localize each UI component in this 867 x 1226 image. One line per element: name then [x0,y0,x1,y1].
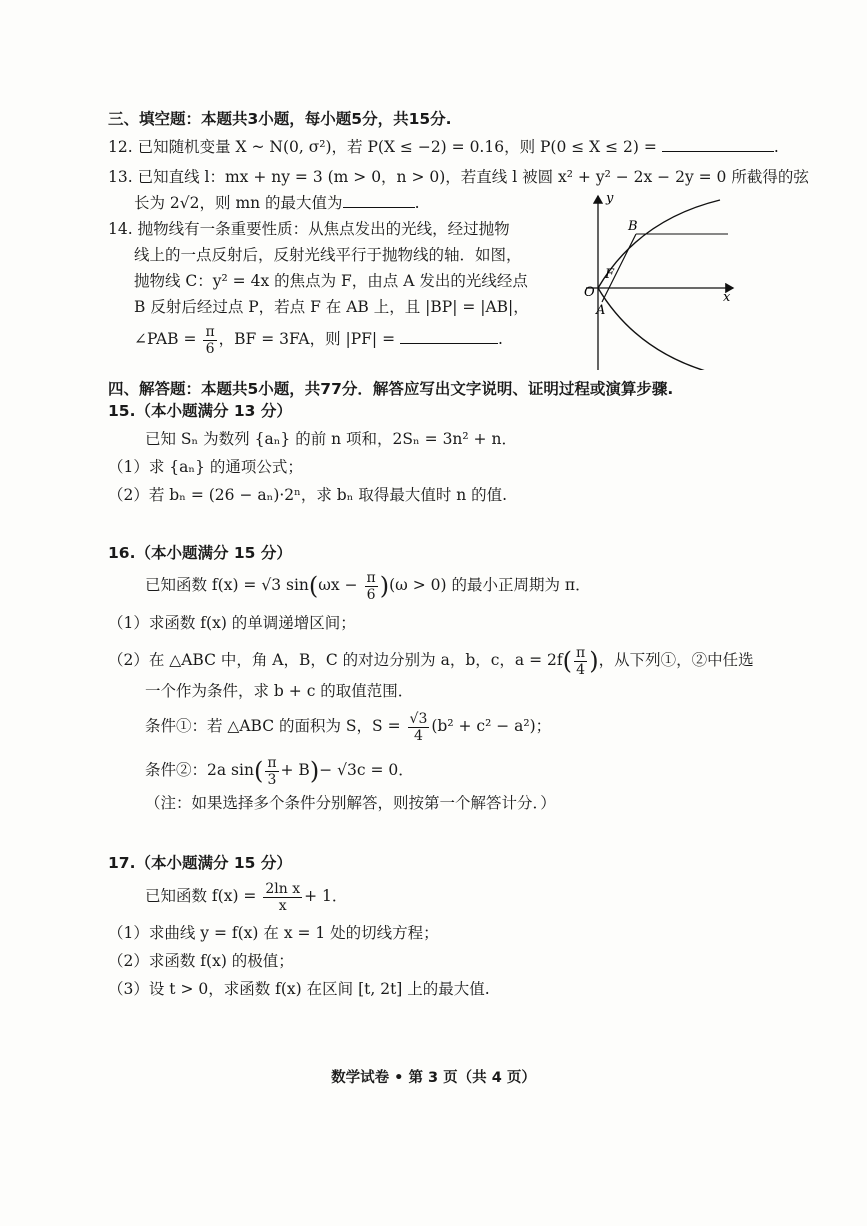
q16-part1: （1）求函数 f(x) 的单调递增区间； [108,614,356,632]
parabola-curve [598,200,720,370]
q17-part2: （2）求函数 f(x) 的极值； [108,952,294,970]
q14-line4: B 反射后经过点 P，若点 F 在 AB 上，且 |BP| = |AB|， [134,298,529,316]
q16-pi-over-4: $\frac{\pi}{4}$ [576,644,586,678]
q15-part2: （2）若 bₙ = (26 − aₙ)·2ⁿ，求 bₙ 取得最大值时 n 的值. [108,486,508,504]
q13-line2-text: 长为 2√2，则 mn 的最大值为 [134,194,343,212]
q17-title: 17.（本小题满分 15 分） [108,854,292,872]
q13-answer-blank[interactable] [343,193,415,208]
q16-sqrt3-over-4: $\frac{√3}{4}$ [409,710,428,744]
q15-title: 15.（本小题满分 13 分） [108,402,292,420]
q16-condition1: 条件①：若 △ABC 的面积为 S，S = $\frac{√3}{4}$ (b² + c² − a²)； [145,710,552,744]
q16-pi-over-3: $\frac{\pi}{3}$ [267,754,277,788]
q12-text: 12. 已知随机变量 X ~ N(0, σ²)，若 P(X ≤ −2) = 0.16，则 P(0 ≤ X ≤ 2) = [108,138,662,156]
q17-part1: （1）求曲线 y = f(x) 在 x = 1 处的切线方程； [108,924,439,942]
q14-end: . [498,330,503,348]
q16-part2-line2: 一个作为条件，求 b + c 的取值范围． [145,682,414,700]
parabola-figure [578,190,738,370]
q14-pi-over-6: $\frac{\pi}{6}$ [205,323,215,357]
q14-line5 [134,320,503,358]
q12 [108,136,779,158]
q14-answer-blank[interactable] [400,329,498,344]
label-b: B [628,219,638,234]
q14-rest: ，BF = 3FA，则 |PF| = [218,330,396,348]
q17-given: 已知函数 f(x) = $\frac{\text{2ln x}}{x}$ + 1． [145,880,348,914]
q15-part1: （1）求 {aₙ} 的通项公式； [108,458,303,476]
q16-pi-over-6: $\frac{\pi}{6}$ [366,569,376,603]
q14-line1: 14. 抛物线有一条重要性质：从焦点发出的光线，经过抛物 [108,220,510,238]
q12-end: . [773,138,779,156]
q14-angle: ∠PAB = [134,330,197,348]
q16-condition2: 条件②：2a sin( $\frac{\pi}{3}$ + B)− √3c = 0． [145,754,414,788]
label-f: F [605,267,615,282]
page-footer: 数学试卷 • 第 3 页（共 4 页） [331,1070,536,1086]
q13-line2 [134,192,420,214]
q13-line1: 13. 已知直线 l：mx + ny = 3 (m > 0，n > 0)，若直线 l 被圆 x² + y² − 2x − 2y = 0 所截得的弦 [108,168,809,186]
q17-part3: （3）设 t > 0，求函数 f(x) 在区间 [t, 2t] 上的最大值. [108,980,490,998]
q16-title: 16.（本小题满分 15 分） [108,544,292,562]
label-o: O [584,285,595,300]
label-a: A [596,303,606,318]
label-y: y [606,191,614,206]
label-x: x [723,290,731,305]
section3-header: 三、填空题：本题共3小题，每小题5分，共15分. [108,110,452,128]
q13-end: . [414,194,420,212]
q15-given: 已知 Sₙ 为数列 {aₙ} 的前 n 项和，2Sₙ = 3n² + n． [145,430,517,448]
section4-header: 四、解答题：本题共5小题，共77分．解答应写出文字说明、证明过程或演算步骤. [108,380,674,398]
q12-answer-blank[interactable] [662,137,774,152]
q16-note: （注：如果选择多个条件分别解答，则按第一个解答计分．） [145,794,556,812]
q16-given: 已知函数 f(x) = √3 sin(ωx − $\frac{\pi}{6}$ )(ω > 0) 的最小正周期为 π． [145,569,591,603]
q14-line3: 抛物线 C：y² = 4x 的焦点为 F，由点 A 发出的光线经点 [134,272,528,290]
q17-fraction: $\frac{\text{2ln x}}{x}$ [265,880,301,914]
q16-part2: （2）在 △ABC 中，角 A，B，C 的对边分别为 a，b，c，a = 2f( $\frac{\pi}{4}$ )，从下列①，②中任选 [108,644,754,678]
q14-line2: 线上的一点反射后，反射光线平行于抛物线的轴．如图， [134,246,522,264]
